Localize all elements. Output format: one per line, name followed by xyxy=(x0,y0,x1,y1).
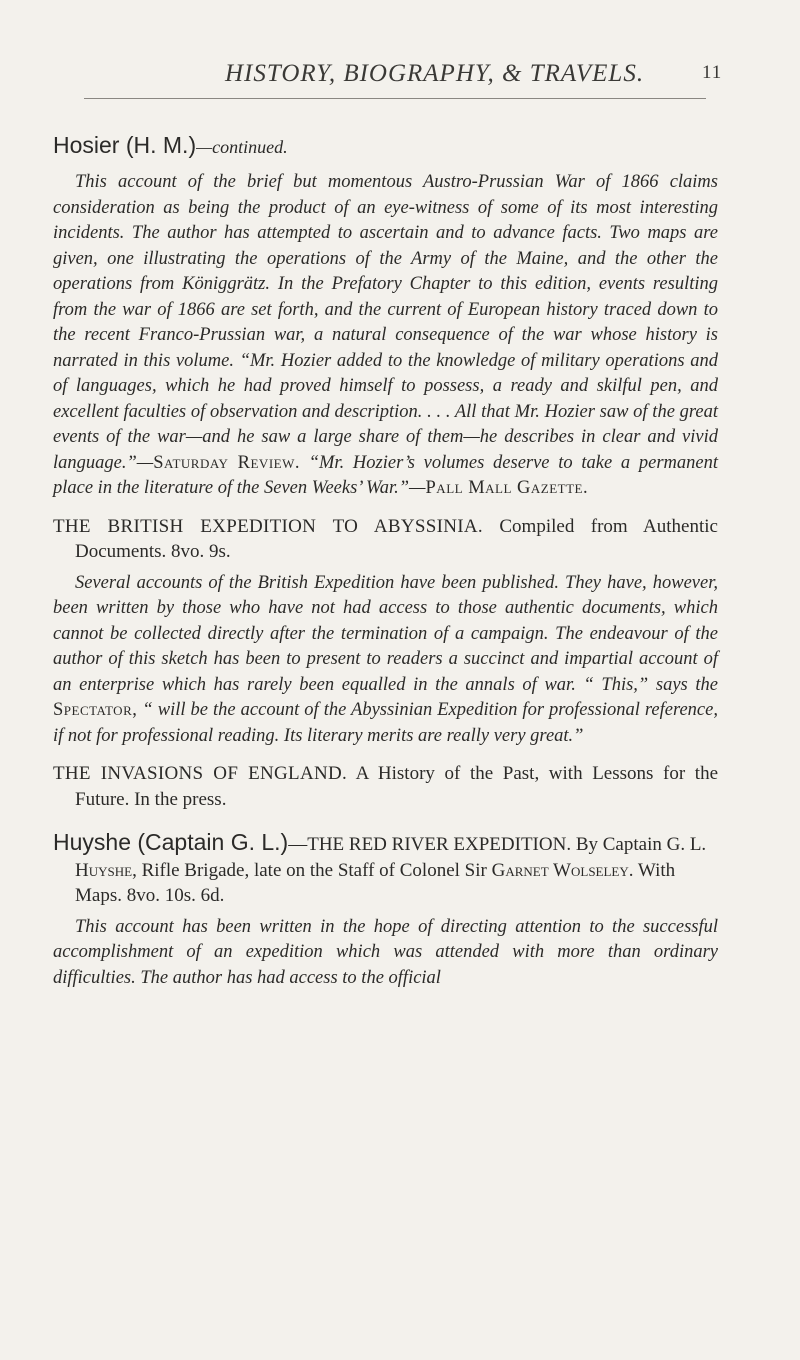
review-source: Pall Mall Gazette. xyxy=(425,478,589,498)
book-details: . With Maps. 8vo. 10s. 6d. xyxy=(75,859,676,906)
author-name: Hosier (H. M.) xyxy=(53,132,197,158)
review-text: “Mr. Hozier’s volumes deserve to take a permanent place in the literature of the Seven Weeks’ War.”— xyxy=(53,452,719,498)
author-name: Huyshe (Captain G. L.) xyxy=(53,829,289,855)
huyshe-entry-heading xyxy=(53,830,718,909)
invasions-entry xyxy=(53,761,718,812)
book-title: —THE RED RIVER EXPEDITION. xyxy=(288,834,572,855)
book-details: By Captain G. L. xyxy=(571,834,707,855)
person-small-caps: Garnet Wolseley xyxy=(491,859,629,881)
continued-label: —continued. xyxy=(196,137,288,157)
header-rule xyxy=(84,98,706,99)
author-small-caps: Huyshe xyxy=(75,859,133,881)
book-title: THE INVASIONS OF ENGLAND. xyxy=(53,763,348,784)
book-details: A History of the Past, with Lessons for the Future. In the press. xyxy=(75,763,718,810)
review-text: This account of the brief but momentous Austro-Prussian War of 1866 claims consideration as being the product of an eye-witness of some of its most interesting incidents. The author has attempted to ascertain and to advance facts. Two maps are given, one illustrating the operations of the Army of the Maine, and the other the operations from Königgrätz. In the Prefatory Chapter to this edition, events resulting from the war of 1866 are set forth, and the current of European history traced down to the recent Franco-Prussian war, a natural consequence of the war whose history is narrated in this volume. “Mr. Hozier added to the knowledge of military operations and of languages, which he had proved himself to possess, a ready and skilful pen, and excellent faculties of observation and description. . . . All that Mr. Hozier saw of the great events of the war—and he saw a large share of them—he describes in clear and vivid language.”— xyxy=(53,172,718,473)
huyshe-description xyxy=(53,915,718,992)
review-text: Several accounts of the British Expedition have been published. They have, however, been written by those who have not had access to those authentic documents, which cannot be collected directly after the termination of a campaign. The endeavour of the author of this sketch has been to present to readers a succinct and impartial account of an enterprise which has rarely been equalled in the annals of war. “ This,” says the xyxy=(53,572,718,695)
page-number: 11 xyxy=(702,62,723,83)
hosier-entry-heading xyxy=(53,128,718,164)
book-details: Compiled from Authentic Documents. 8vo. 9s. xyxy=(75,515,718,562)
review-source: Saturday Review. xyxy=(153,452,300,473)
running-head-title: HISTORY, BIOGRAPHY, & TRAVELS. xyxy=(225,60,645,87)
abyssinia-entry-heading xyxy=(53,514,718,565)
catalogue-text xyxy=(53,120,718,991)
review-text: This account has been written in the hope of directing attention to the successful accomplishment of an expedition which was attended with more than ordinary difficulties. The author has had access to the official xyxy=(53,916,718,988)
review-source: Spectator, xyxy=(53,700,138,720)
review-text: “ will be the account of the Abyssinian Expedition for professional reference, if not for professional reading. Its literary merits are really very great.” xyxy=(53,700,718,746)
abyssinia-description xyxy=(53,571,718,750)
book-title: THE BRITISH EXPEDITION TO ABYSSINIA. xyxy=(53,515,483,537)
hosier-description xyxy=(53,170,718,502)
book-details: , Rifle Brigade, late on the Staff of Colonel Sir xyxy=(132,859,492,881)
